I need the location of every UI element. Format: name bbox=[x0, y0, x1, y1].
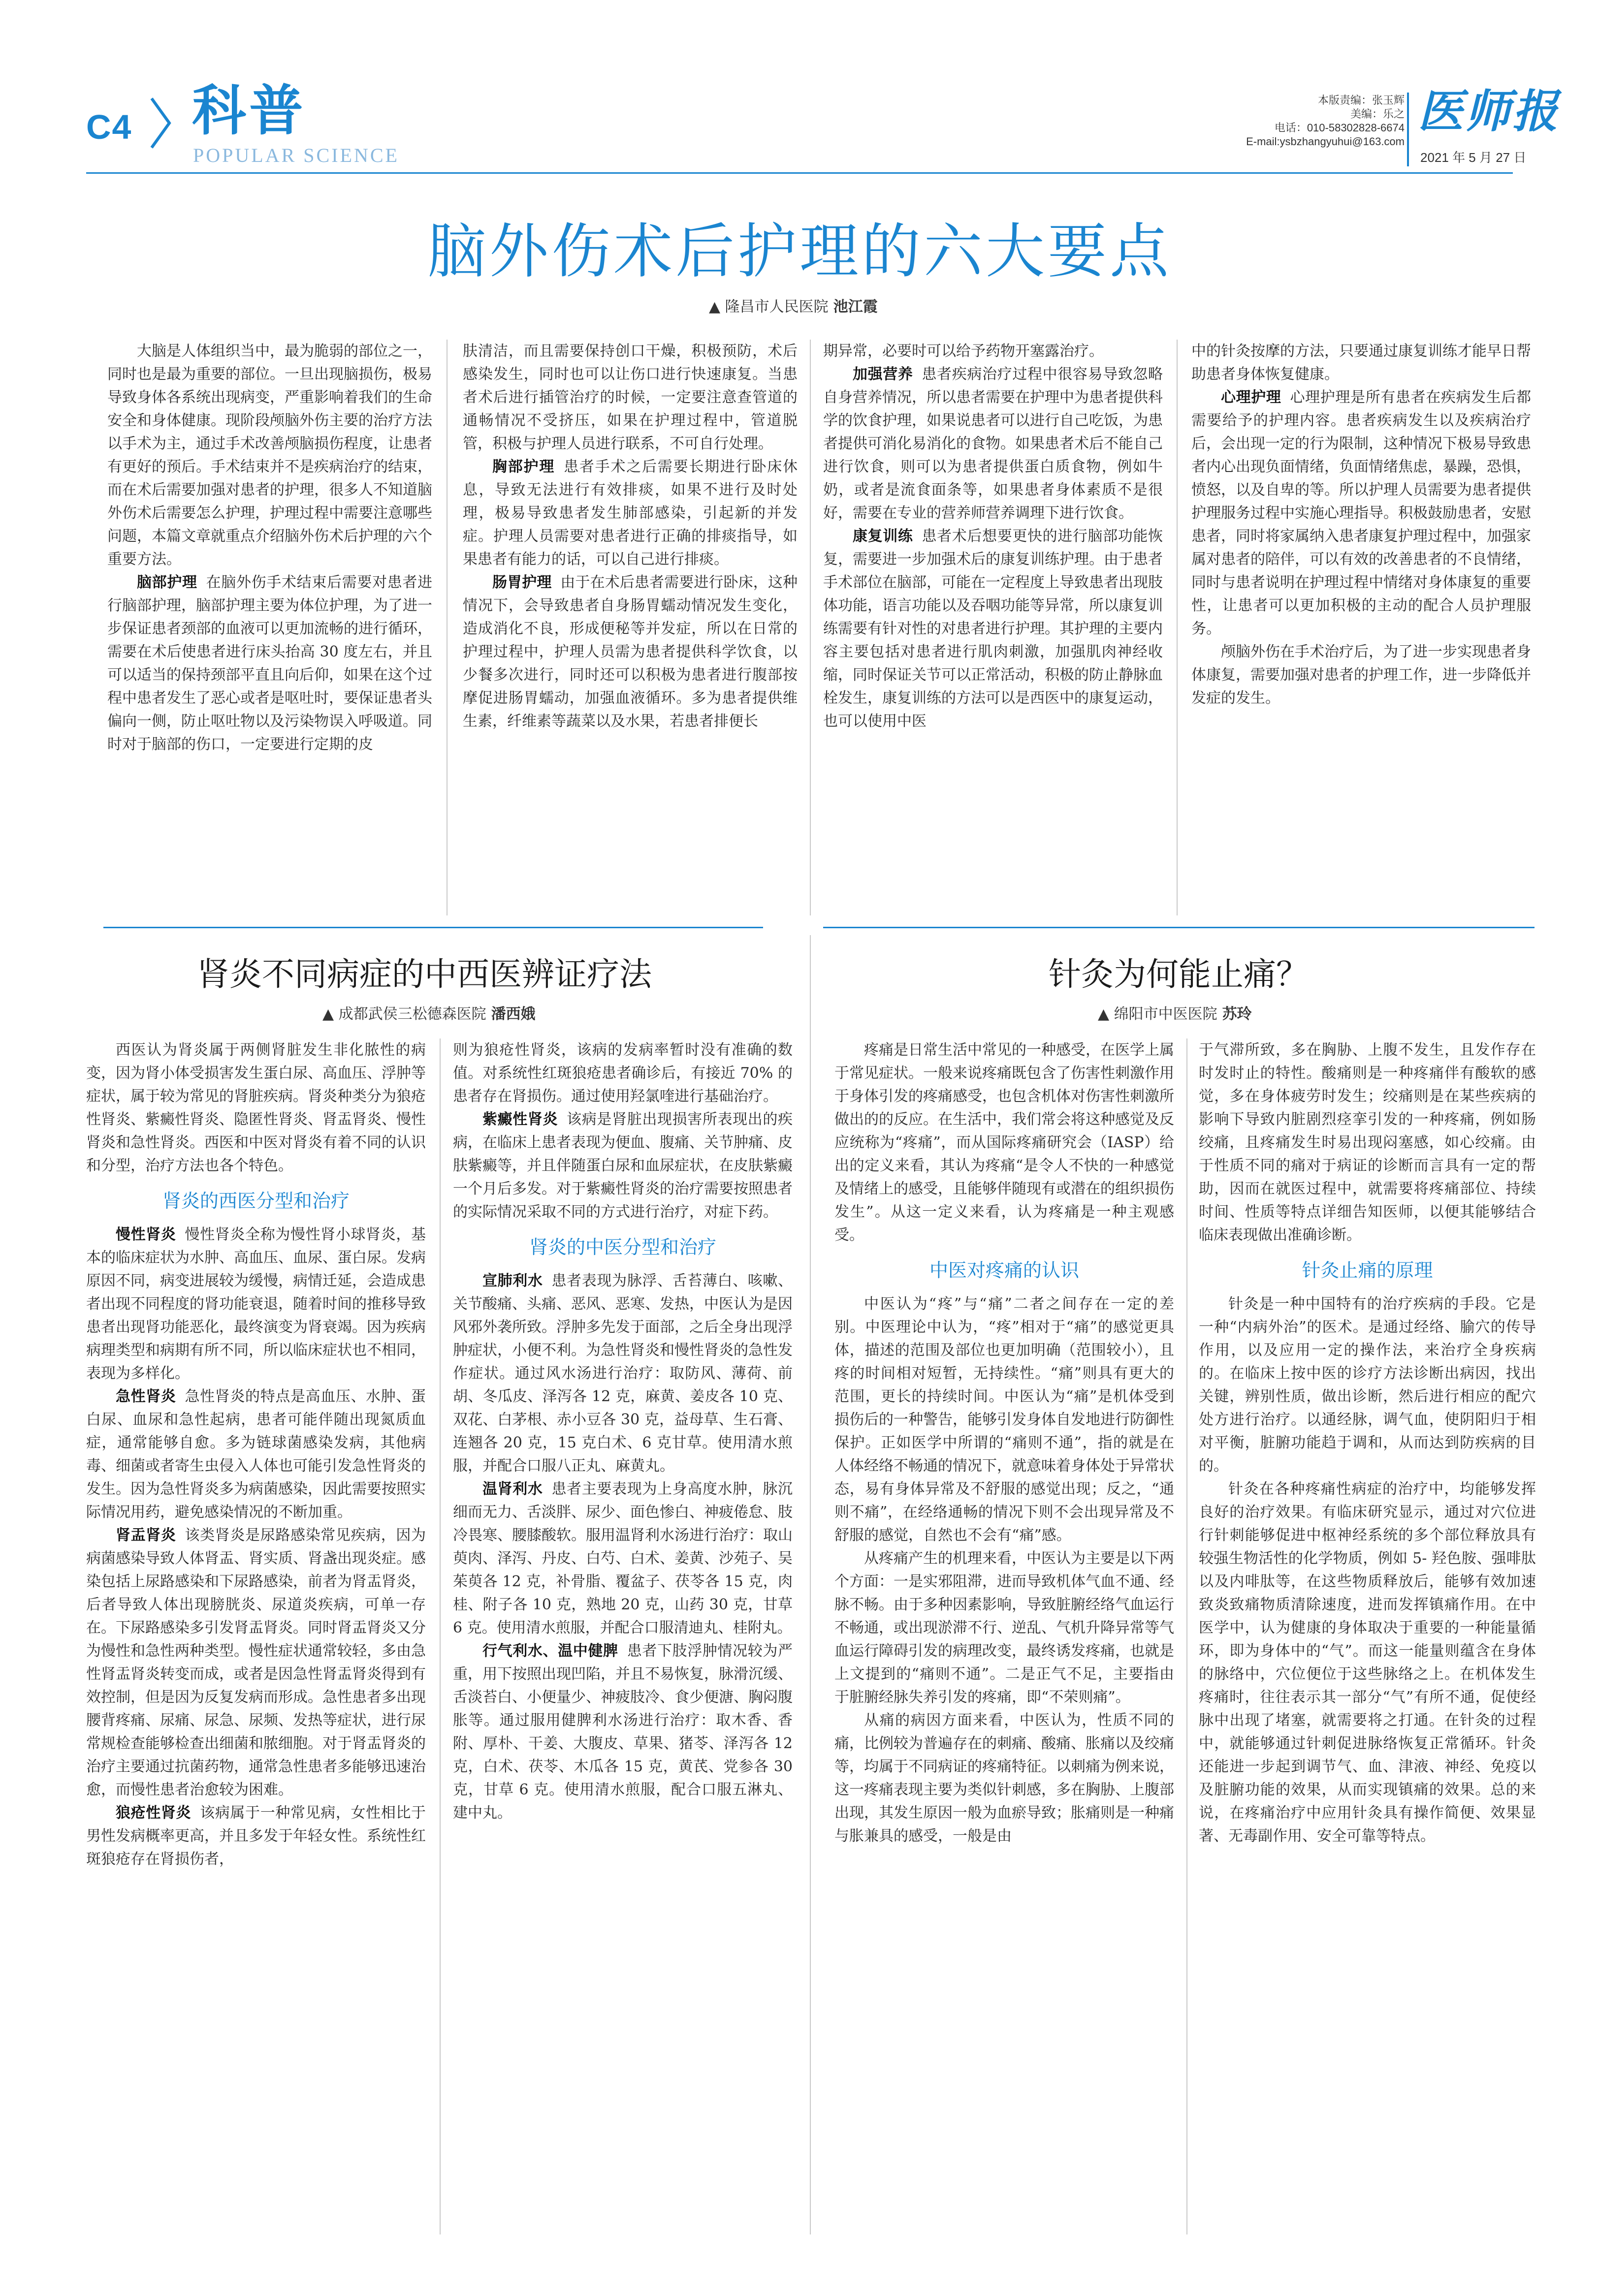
paragraph bbox=[453, 1269, 793, 1478]
paragraph-text: 颅脑外伤在手术治疗后，为了进一步实现患者身体康复，需要加强对患者的护理工作，进一步降低并发症的发生。 bbox=[1191, 643, 1531, 707]
staff-line: 电话：010-58302828-6674 bbox=[1274, 122, 1405, 134]
article1-column-4 bbox=[1191, 340, 1531, 710]
paragraph bbox=[463, 340, 798, 455]
staff-credits bbox=[1060, 94, 1405, 149]
paragraph bbox=[1191, 386, 1531, 640]
paragraph-text: 慢性肾炎全称为慢性肾小球肾炎，基本的临床症状为水肿、高血压、血尿、蛋白尿。发病原因不同，病变进展较为缓慢，病情迁延，会造成患者出现不同程度的肾功能衰退，随着时间的推移导致患者出现肾功能恶化，最终演变为肾衰竭。因为疾病病理类型和病期有所不同，所以临床症状也不相同，表现为多样化。 bbox=[86, 1226, 426, 1383]
column-divider bbox=[1177, 340, 1178, 915]
article3-column-1 bbox=[834, 1038, 1174, 1848]
column-divider bbox=[447, 340, 448, 915]
paragraph bbox=[86, 1223, 426, 1385]
paragraph-text: 于气滞所致，多在胸胁、上腹不发生，且发作存在时发时止的特性。酸痛则是一种疼痛伴有酸软的感觉，多在身体疲劳时发生；绞痛则是在某些疾病的影响下导致内脏剧烈痉挛引发的一种疼痛，例如肠绞痛，且疼痛发生时易出现闷塞感，如心绞痛。由于性质不同的痛对于病证的诊断而言具有一定的帮助，因而在就医过程中，就需要将疼痛部位、持续时间、性质等特点详细告知医师，以便其能够结合临床表现做出准确诊断。 bbox=[1199, 1041, 1536, 1244]
byline-author: 池江霞 bbox=[833, 298, 878, 315]
paragraph-text: 则为狼疮性肾炎，该病的发病率暂时没有准确的数值。对系统性红斑狼疮患者确诊后，有接近 70% 的患者存在肾损伤。通过使用羟氯喹进行基础治疗。 bbox=[453, 1041, 793, 1105]
paragraph bbox=[823, 363, 1163, 525]
paragraph-lead: 狼疮性肾炎 bbox=[116, 1804, 192, 1822]
newspaper-logo: 医师报 bbox=[1418, 85, 1560, 138]
paragraph bbox=[834, 1547, 1174, 1709]
article3-headline: 针灸为何能止痛？ bbox=[1049, 955, 1309, 993]
paragraph-lead: 脑部护理 bbox=[137, 574, 197, 591]
column-divider bbox=[1186, 1038, 1187, 2234]
byline-org: ▲ 隆昌市人民医院 bbox=[709, 298, 829, 315]
paragraph bbox=[823, 340, 1163, 363]
column-divider bbox=[810, 340, 811, 915]
paragraph bbox=[453, 1639, 793, 1824]
subsection-heading: 肾炎的西医分型和治疗 bbox=[162, 1190, 350, 1212]
paragraph bbox=[107, 571, 432, 756]
paragraph-text: 心理护理是所有患者在疾病发生后都需要给予的护理内容。患者疾病发生以及疾病治疗后，会出现一定的行为限制，这种情况下极易导致患者内心出现负面情绪，负面情绪焦虑，暴躁，恐惧，愤怒，以及自卑的等。所以护理人员需要为患者提供护理服务过程中实施心理指导。积极鼓励患者，安慰患者，同时将家属纳入患者康复护理过程中，加强家属对患者的陪伴，可以有效的改善患者的不良情绪，同时与患者说明在护理过程中情绪对身体康复的重要性，让患者可以更加积极的主动的配合人员护理服务。 bbox=[1191, 389, 1532, 637]
article1-column-1 bbox=[107, 340, 432, 756]
subsection-heading: 中医对疼痛的认识 bbox=[929, 1259, 1079, 1281]
paragraph-lead: 胸部护理 bbox=[492, 458, 555, 475]
paragraph bbox=[86, 1385, 426, 1524]
masthead-divider bbox=[1407, 93, 1409, 166]
paragraph bbox=[453, 1478, 793, 1639]
paragraph-text: 肤清洁，而且需要保持创口干燥，积极预防，术后感染发生，同时也可以让伤口进行快速康复。当患者术后进行插管治疗的时候，一定要注意查管道的通畅情况不受挤压，如果在护理过程中，管道脱管，积极与护理人员进行联系，不可自行处理。 bbox=[463, 343, 798, 452]
page-number: C4 bbox=[86, 108, 132, 146]
paragraph bbox=[463, 571, 798, 733]
paragraph-text: 中的针灸按摩的方法，只要通过康复训练才能早日帮助患者身体恢复健康。 bbox=[1191, 343, 1531, 383]
article2-byline bbox=[322, 1002, 536, 1023]
masthead-rule bbox=[86, 172, 1513, 174]
byline-author: 苏玲 bbox=[1222, 1006, 1252, 1023]
paragraph-text: 由于在术后患者需要进行卧床，这种情况下，会导致患者自身肠胃蠕动情况发生变化，造成消化不良，形成便秘等并发症，所以在日常的护理过程中，护理人员需为患者提供科学饮食，以少餐多次进行，同时还可以积极为患者进行腹部按摩促进肠胃蠕动，加强血液循环。多为患者提供维生素，纤维素等蔬菜以及水果，若患者排便长 bbox=[463, 574, 798, 730]
paragraph-lead: 急性肾炎 bbox=[116, 1388, 176, 1406]
byline-author: 潘西娥 bbox=[491, 1006, 536, 1023]
article1-byline bbox=[709, 294, 878, 316]
byline-org: ▲ 成都武侯三松德森医院 bbox=[322, 1006, 486, 1023]
paragraph-text: 大脑是人体组织当中，最为脆弱的部位之一，同时也是最为重要的部位。一旦出现脑损伤，极易导致身体各系统出现病变，严重影响着我们的生命安全和身体健康。现阶段颅脑外伤主要的治疗方法以手术为主，通过手术改善颅脑损伤程度，让患者有更好的预后。手术结束并不是疾病治疗的结束，而在术后需要加强对患者的护理，很多人不知道脑外伤术后需要怎么护理，护理过程中需要注意哪些问题，本篇文章就重点介绍脑外伤术后护理的六个重要方法。 bbox=[107, 343, 432, 568]
section-rule bbox=[823, 927, 1535, 928]
paragraph bbox=[86, 1038, 426, 1177]
paragraph-lead: 紫癜性肾炎 bbox=[482, 1111, 558, 1128]
paragraph-lead: 慢性肾炎 bbox=[116, 1226, 176, 1244]
paragraph-lead: 加强营养 bbox=[853, 366, 913, 383]
article2-column-2 bbox=[453, 1038, 793, 1824]
paragraph bbox=[823, 525, 1163, 733]
paragraph-text: 中医认为“疼”与“痛”二者之间存在一定的差别。中医理论中认为，“疼”相对于“痛”的感觉更具体，描述的范围及部位也更加明确（范围较小），且疼的时间相对短暂，无持续性。“痛”则具有更大的范围，更长的持续时间。中医认为“痛”是机体受到损伤后的一种警告，能够引发身体自发地进行防御性保护。正如医学中所谓的“痛则不通”，指的就是在人体经络不畅通的情况下，就意味着身体处于异常状态，易有身体异常及不舒服的感觉出现；反之，“通则不痛”，在经络通畅的情况下则不会出现异常及不舒服的感觉，自然也不会有“痛”感。 bbox=[834, 1295, 1174, 1544]
paragraph-text: 西医认为肾炎属于两侧肾脏发生非化脓性的病变，因为肾小体受损害发生蛋白尿、高血压、浮肿等症状，属于较为常见的肾脏疾病。肾炎种类分为狼疮性肾炎、紫癜性肾炎、隐匿性肾炎、肾盂肾炎、慢性肾炎和急性肾炎。西医和中医对肾炎有着不同的认识和分型，治疗方法也各个特色。 bbox=[86, 1041, 426, 1174]
paragraph-text: 从痛的病因方面来看，中医认为，性质不同的痛，比例较为普遍存在的刺痛、酸痛、胀痛以及绞痛等，均属于不同病证的疼痛特征。以刺痛为例来说，这一疼痛表现主要为类似针刺感，多在胸胁、上腹部出现，其发生原因一般为血瘀导致；胀痛则是一种痛与胀兼具的感受，一般是由 bbox=[834, 1712, 1174, 1845]
paragraph-text: 患者疾病治疗过程中很容易导致忽略自身营养情况，所以患者需要在护理中为患者提供科学的饮食护理，如果说患者可以进行自己吃饭，为患者提供可消化易消化的食物。如果患者术后不能自己进行饮食，则可以为患者提供蛋白质食物，例如牛奶，或者是流食面条等，如果患者身体素质不是很好，需要在专业的营养师营养调理下进行饮食。 bbox=[823, 366, 1163, 522]
paragraph bbox=[1199, 1038, 1536, 1247]
paragraph-lead: 心理护理 bbox=[1221, 389, 1281, 406]
section-title: 科普 bbox=[192, 79, 306, 142]
paragraph bbox=[834, 1709, 1174, 1848]
staff-line: 本版责编：张玉辉 bbox=[1317, 94, 1405, 106]
paragraph-text: 患者手术之后需要长期进行卧床休息，导致无法进行有效排痰，如果不进行及时处理，极易导致患者发生肺部感染，引起新的并发症。护理人员需要对患者进行正确的排痰指导，如果患者有能力的话，可以自己进行排痰。 bbox=[463, 458, 798, 568]
article1-column-3 bbox=[823, 340, 1163, 733]
paragraph bbox=[107, 340, 432, 571]
paragraph-text: 该病是肾脏出现损害所表现出的疾病，在临床上患者表现为便血、腹痛、关节肿痛、皮肤紫癜等，并且伴随蛋白尿和血尿症状，在皮肤紫癜一个月后多发。对于紫癜性肾炎的治疗需要按照患者的实际情况采取不同的方式进行治疗，对症下药。 bbox=[453, 1111, 793, 1221]
paragraph bbox=[834, 1292, 1174, 1547]
article3-column-2 bbox=[1199, 1038, 1536, 1848]
paragraph-text: 疼痛是日常生活中常见的一种感受，在医学上属于常见症状。一般来说疼痛既包含了伤害性刺激作用于身体引发的疼痛感受，也包含机体对伤害性刺激所做出的的反应。在生活中，我们常会将这种感觉及反应统称为“疼痛”，而从国际疼痛研究会（IASP）给出的定义来看，其认为疼痛“是令人不快的一种感觉及情绪上的感受，且能够伴随现有或潜在的组织损伤发生”。从这一定义来看，认为疼痛是一种主观感受。 bbox=[834, 1041, 1174, 1244]
article1-headline: 脑外伤术后护理的六大要点 bbox=[427, 218, 1172, 286]
article1-column-2 bbox=[463, 340, 798, 733]
paragraph bbox=[834, 1038, 1174, 1247]
article3-byline bbox=[1098, 1002, 1252, 1023]
paragraph-lead: 肾盂肾炎 bbox=[116, 1527, 176, 1544]
column-divider bbox=[810, 935, 811, 2234]
subsection-heading: 肾炎的中医分型和治疗 bbox=[529, 1236, 716, 1258]
paragraph bbox=[453, 1108, 793, 1224]
article2-column-1 bbox=[86, 1038, 426, 1871]
paragraph-lead: 行气利水、温中健脾 bbox=[482, 1642, 618, 1660]
byline-org: ▲ 绵阳市中医医院 bbox=[1098, 1006, 1217, 1023]
paragraph bbox=[86, 1801, 426, 1871]
paragraph-lead: 宣肺利水 bbox=[482, 1272, 543, 1290]
paragraph bbox=[86, 1524, 426, 1801]
paragraph-text: 该病属于一种常见病，女性相比于男性发病概率更高，并且多发于年轻女性。系统性红斑狼疮存在肾损伤者， bbox=[86, 1804, 426, 1868]
section-title-en: POPULAR SCIENCE bbox=[193, 144, 399, 166]
chevron-right-icon bbox=[148, 96, 172, 150]
paragraph-text: 针灸是一种中国特有的治疗疾病的手段。它是一种“内病外治”的医术。是通过经络、腧穴的传导作用，以及应用一定的操作法，来治疗全身疾病的。在临床上按中医的诊疗方法诊断出病因，找出关键，辨别性质，做出诊断，然后进行相应的配穴处方进行治疗。以通经脉，调气血，使阴阳归于相对平衡，脏腑功能趋于调和，从而达到防疾病的目的。 bbox=[1199, 1295, 1536, 1475]
paragraph-lead: 温肾利水 bbox=[482, 1480, 543, 1498]
paragraph-lead: 康复训练 bbox=[853, 528, 913, 545]
paragraph-text: 患者下肢浮肿情况较为严重，用下按照出现凹陷，并且不易恢复，脉滑沉缓、舌淡苔白、小便量少、神疲肢冷、食少便溏、胸闷腹胀等。通过服用健脾利水汤进行治疗：取木香、香附、厚朴、干姜、大腹皮、草果、猪苓、泽泻各 12 克，白术、茯苓、木瓜各 15 克，黄芪、党参各 30 克，甘草 6 克。使用清水煎服，配合口服五淋丸、建中丸。 bbox=[453, 1642, 793, 1822]
paragraph bbox=[1199, 1292, 1536, 1478]
paragraph-text: 患者主要表现为上身高度水肿，脉沉细而无力、舌淡胖、尿少、面色惨白、神疲倦怠、肢冷畏寒、腰膝酸软。服用温肾利水汤进行治疗：取山萸肉、泽泻、丹皮、白芍、白术、姜黄、沙苑子、吴茱萸各 12 克，补骨脂、覆盆子、茯苓各 15 克，肉桂、附子各 10 克，熟地 20 克，山药 30 克，甘草 6 克。使用清水煎服，并配合口服清迪丸、桂附丸。 bbox=[453, 1480, 793, 1637]
paragraph-text: 从疼痛产生的机理来看，中医认为主要是以下两个方面：一是实邪阻滞，进而导致机体气血不通、经脉不畅。由于多种因素影响，导致脏腑经络气血运行不畅通，或出现淤滞不行、逆乱、气机升降异常等气血运行障碍引发的病理改变，最终诱发疼痛，也就是上文提到的“痛则不通”。二是正气不足，主要指由于脏腑经脉失养引发的疼痛，即“不荣则痛”。 bbox=[834, 1550, 1174, 1706]
paragraph bbox=[1199, 1478, 1536, 1848]
article2-headline: 肾炎不同病症的中西医辨证疗法 bbox=[197, 955, 652, 993]
paragraph bbox=[463, 455, 798, 571]
paragraph-text: 患者表现为脉浮、舌苔薄白、咳嗽、关节酸痛、头痛、恶风、恶寒、发热，中医认为是因风邪外袭所致。浮肿多先发于面部，之后全身出现浮肿症状，小便不利。为急性肾炎和慢性肾炎的急性发作症状。通过风水汤进行治疗：取防风、薄荷、前胡、冬瓜皮、泽泻各 12 克，麻黄、姜皮各 10 克、双花、白茅根、赤小豆各 30 克，益母草、生石膏、连翘各 20 克，15 克白术、6 克甘草。使用清水煎服，并配合口服八正丸、麻黄丸。 bbox=[453, 1272, 793, 1475]
staff-line: 美编：乐之 bbox=[1350, 108, 1405, 120]
paragraph bbox=[453, 1038, 793, 1108]
paragraph-text: 在脑外伤手术结束后需要对患者进行脑部护理，脑部护理主要为体位护理，为了进一步保证患者颈部的血液可以更加流畅的进行循环，需要在术后使患者进行床头抬高 30 度左右，并且可以适当的保持颈部平直且向后仰，如果在这个过程中患者发生了恶心或者是呕吐时，要保证患者头偏向一侧，防止呕吐物以及污染物误入呼吸道。同时对于脑部的伤口，一定要进行定期的皮 bbox=[107, 574, 433, 753]
paragraph-text: 针灸在各种疼痛性病症的治疗中，均能够发挥良好的治疗效果。有临床研究显示，通过对穴位进行针刺能够促进中枢神经系统的多个部位释放具有较强生物活性的化学物质，例如 5- 羟色胺、强啡肽以及内啡肽等，在这些物质释放后，能够有效加速致炎致痛物质清除速度，进而发挥镇痛作用。在中医学中，认为健康的身体取决于重要的一种能量循环，即为身体中的“气”。而这一能量则蕴含在身体的脉络中，穴位便位于这些脉络之上。在机体发生疼痛时，往往表示其一部分“气”有所不通，促使经脉中出现了堵塞，就需要将之打通。在针灸的过程中，就能够通过针刺促进脉络恢复正常循环。针灸还能进一步起到调节气、血、津液、神经、免疫以及脏腑功能的效果，从而实现镇痛的效果。总的来说，在疼痛治疗中应用针灸具有操作简便、效果显著、无毒副作用、安全可靠等特点。 bbox=[1199, 1480, 1536, 1845]
paragraph bbox=[1191, 640, 1531, 710]
paragraph-lead: 肠胃护理 bbox=[492, 574, 552, 591]
staff-line: E-mail:ysbzhangyuhui@163.com bbox=[1246, 135, 1405, 148]
issue-date: 2021 年 5 月 27 日 bbox=[1420, 150, 1527, 165]
paragraph-text: 期异常，必要时可以给予药物开塞露治疗。 bbox=[823, 343, 1104, 360]
paragraph-text: 该类肾炎是尿路感染常见疾病，因为病菌感染导致人体肾盂、肾实质、肾盏出现炎症。感染包括上尿路感染和下尿路感染，前者为肾盂肾炎，后者导致人体出现膀胱炎、尿道炎疾病，可单一存在。下尿路感染多引发肾盂肾炎。同时肾盂肾炎又分为慢性和急性两种类型。慢性症状通常较轻，多由急性肾盂肾炎转变而成，或者是因急性肾盂肾炎得到有效控制，但是因为反复发病而形成。急性患者多出现腰背疼痛、尿痛、尿急、尿频、发热等症状，进行尿常规检查能够检查出细菌和脓细胞。对于肾盂肾炎的治疗主要通过抗菌药物，通常急性患者多能够迅速治愈，而慢性患者治愈较为困难。 bbox=[86, 1527, 426, 1799]
paragraph bbox=[1191, 340, 1531, 386]
column-divider bbox=[440, 1038, 441, 2234]
paragraph-text: 患者术后想要更快的进行脑部功能恢复，需要进一步加强术后的康复训练护理。由于患者手术部位在脑部，可能在一定程度上导致患者出现肢体功能，语言功能以及吞咽功能等异常，所以康复训练需要有针对性的对患者进行护理。其护理的主要内容主要包括对患者进行肌肉刺激，加强肌肉神经收缩，同时保证关节可以正常活动，积极的防止静脉血栓发生，康复训练的方法可以是西医中的康复运动，也可以使用中医 bbox=[823, 528, 1163, 730]
section-rule bbox=[103, 927, 763, 928]
subsection-heading: 针灸止痛的原理 bbox=[1302, 1259, 1433, 1281]
paragraph-text: 急性肾炎的特点是高血压、水肿、蛋白尿、血尿和急性起病，患者可能伴随出现氮质血症，通常能够自愈。多为链球菌感染发病，其他病毒、细菌或者寄生虫侵入人体也可能引发急性肾炎的发生。因为急性肾炎多为病菌感染，因此需要按照实际情况用药，避免感染情况的不断加重。 bbox=[86, 1388, 426, 1521]
